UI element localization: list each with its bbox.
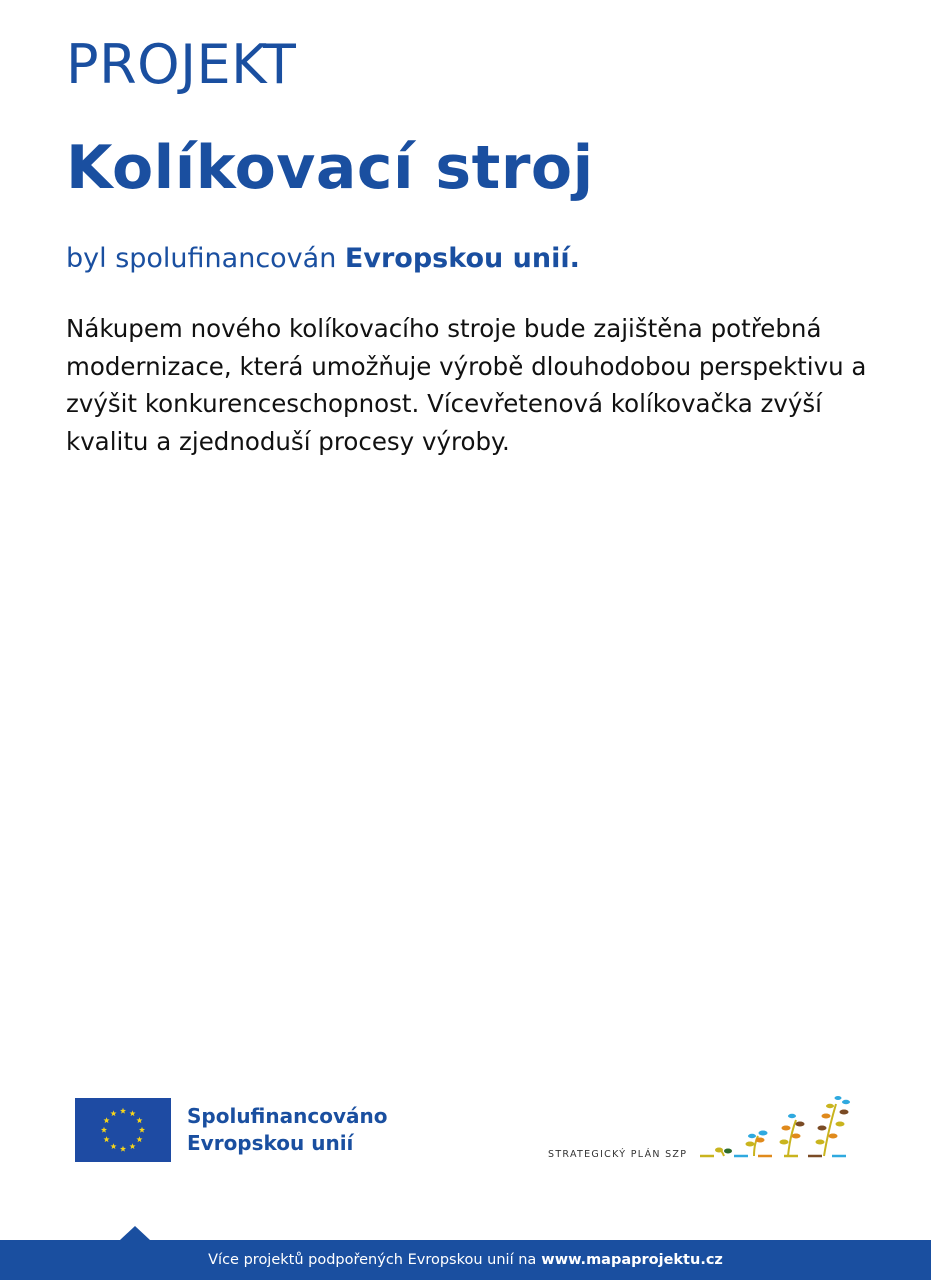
- szp-label: STRATEGICKÝ PLÁN SZP: [548, 1149, 688, 1160]
- subtitle-prefix: byl spolufinancován: [66, 243, 337, 274]
- page-kicker: PROJEKT: [66, 33, 297, 96]
- subtitle-bold: Evropskou unií.: [344, 243, 580, 274]
- footer-link[interactable]: www.mapaprojektu.cz: [541, 1252, 723, 1268]
- footer-text: Více projektů podpořených Evropskou unií na: [208, 1252, 537, 1268]
- footer-bar: [0, 1240, 931, 1280]
- eu-flag-icon: [75, 1098, 171, 1162]
- project-title: Kolíkovací stroj: [66, 133, 594, 203]
- project-description: Nákupem nového kolíkovacího stroje bude zajištěna potřebná modernizace, která umožňuje výrobě dlouhodobou perspektivu a zvýšit konkurenceschopnost. Vícevřetenová kolíkovačka zvýší kvalitu a zjednoduší procesy výroby.: [66, 314, 867, 456]
- eu-cofinanced-label: [187, 1103, 387, 1157]
- szp-sprouts-logo: [700, 1096, 860, 1162]
- subtitle: [66, 245, 580, 272]
- eu-label-line1: Spolufinancováno: [187, 1104, 388, 1128]
- eu-label-line2: Evropskou unií: [187, 1131, 354, 1155]
- footer-notch: [120, 1226, 150, 1240]
